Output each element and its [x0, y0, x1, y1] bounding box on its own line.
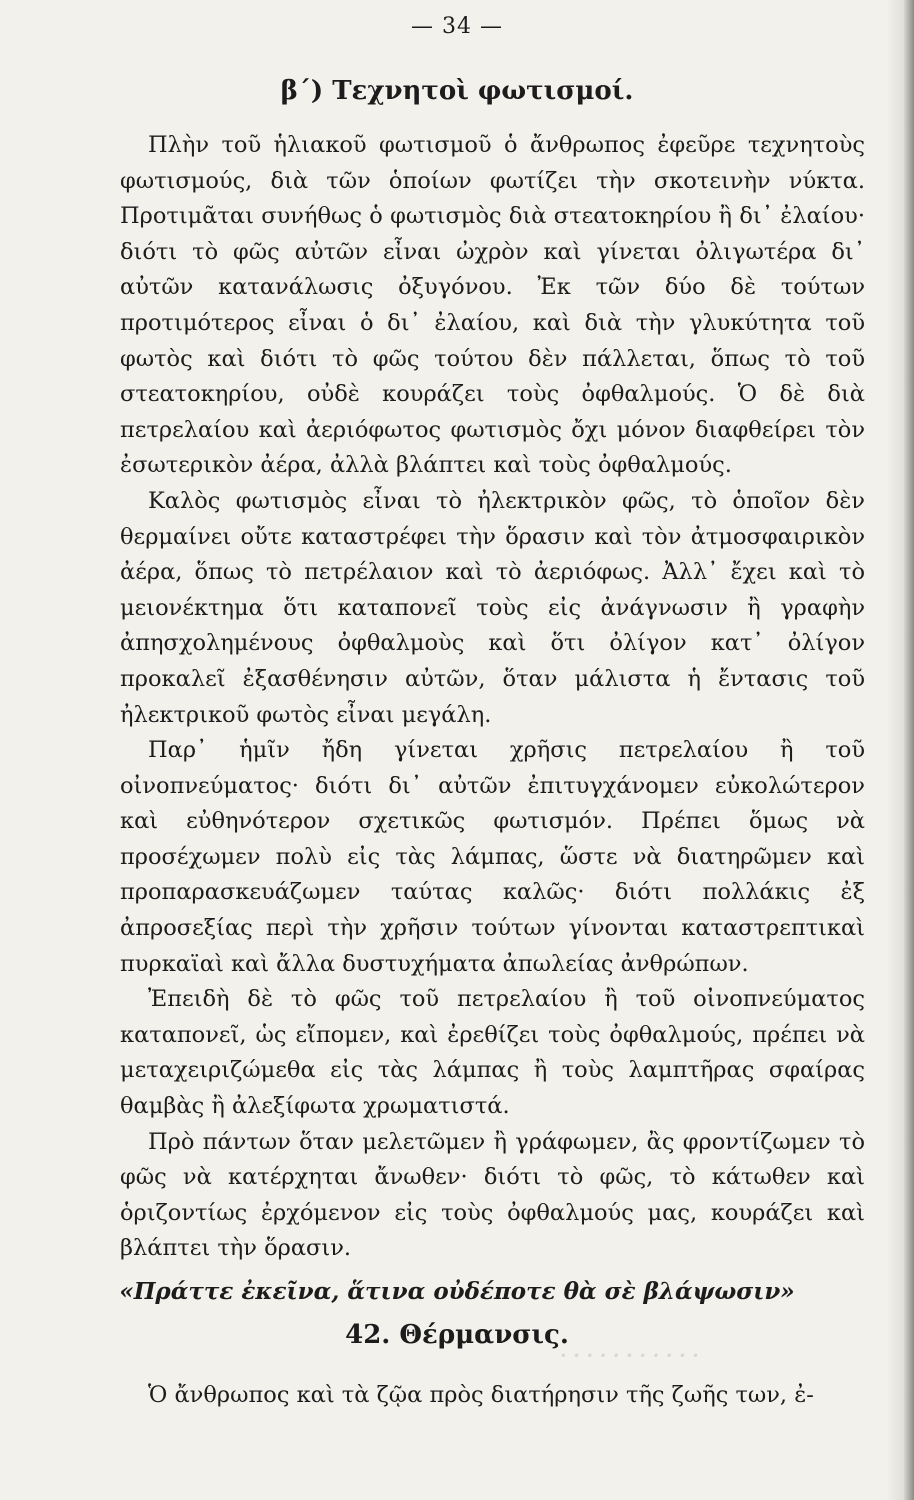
paragraph: Ἐπειδὴ δὲ τὸ φῶς τοῦ πετρελαίου ἢ τοῦ οἰνοπνεύματος καταπονεῖ, ὡς εἴπομεν, καὶ ἐρεθίζει τοὺς ὀφθαλμούς, πρέπει νὰ μεταχειριζώμεθα εἰς τὰς λάμπας ἢ τοὺς λαμπτῆρας σφαίρας θαμβὰς ἢ ἀλεξίφωτα χρωματιστά.: [120, 986, 865, 1120]
page-edge: [904, 0, 914, 1500]
paragraph: Παρ᾽ ἡμῖν ἤδη γίνεται χρῆσις πετρελαίου ἢ τοῦ οἰνοπνεύματος· διότι δι᾽ αὐτῶν ἐπιτυγχάνομεν εὐκολώτερον καὶ εὐθηνότερον σχετικῶς φωτισμόν. Πρέπει ὅμως νὰ προσέχωμεν πολὺ εἰς τὰς λάμπας, ὥστε νὰ διατηρῶμεν καὶ προπαρασκευάζωμεν ταύτας καλῶς· διότι πολλάκις ἐξ ἀπροσεξίας περὶ τὴν χρῆσιν τούτων γίνονται καταστρεπτικαὶ πυρκαϊαὶ καὶ ἄλλα δυστυχήματα ἀπωλείας ἀνθρώπων.: [120, 737, 865, 977]
motto: «Πράττε ἐκεῖνα, ἅτινα οὐδέποτε θὰ σὲ βλάψωσιν»: [119, 1278, 795, 1305]
page-number: — 34 —: [411, 14, 503, 39]
paragraph-start: Ὁ ἄνθρωπος καὶ τὰ ζῷα πρὸς διατήρησιν τῆς ζωῆς των, ἐ-: [148, 1382, 814, 1408]
paragraph: Καλὸς φωτισμὸς εἶναι τὸ ἠλεκτρικὸν φῶς, τὸ ὁποῖον δὲν θερμαίνει οὔτε καταστρέφει τὴν ὅρασιν καὶ τὸν ἀτμοσφαιρικὸν ἀέρα, ὅπως τὸ πετρέλαιον καὶ τὸ ἀεριόφως. Ἀλλ᾽ ἔχει καὶ τὸ μειονέκτημα ὅτι καταπονεῖ τοὺς εἰς ἀνάγνωσιν ἢ γραφὴν ἀπησχολημένους ὀφθαλμοὺς καὶ ὅτι ὀλίγον κατ᾽ ὀλίγον προκαλεῖ ἐξασθένησιν αὐτῶν, ὅταν μάλιστα ἡ ἔντασις τοῦ ἠλεκτρικοῦ φωτὸς εἶναι μεγάλη.: [120, 487, 865, 728]
paragraph: Πλὴν τοῦ ἡλιακοῦ φωτισμοῦ ὁ ἄνθρωπος ἐφεῦρε τεχνητοὺς φωτισμούς, διὰ τῶν ὁποίων φωτίζει τὴν σκοτεινὴν νύκτα. Προτιμᾶται συνήθως ὁ φωτισμὸς διὰ στεατοκηρίου ἢ δι᾽ ἐλαίου· διότι τὸ φῶς αὐτῶν εἶναι ὠχρὸν καὶ γίνεται ὀλιγωτέρα δι᾽ αὐτῶν κατανάλωσις ὀξυγόνου. Ἐκ τῶν δύο δὲ τούτων προτιμότερος εἶναι ὁ δι᾽ ἐλαίου, καὶ διὰ τὴν γλυκύτητα τοῦ φωτὸς καὶ διότι τὸ φῶς τούτου δὲν πάλλεται, ὅπως τὸ τοῦ στεατοκηρίου, οὐδὲ κουράζει τοὺς ὀφθαλμούς. Ὁ δὲ διὰ πετρελαίου καὶ ἀεριόφωτος φωτισμὸς ὄχι μόνον διαφθείρει τὸν ἐσωτερικὸν ἀέρα, ἀλλὰ βλάπτει καὶ τοὺς ὀφθαλμούς.: [120, 132, 865, 479]
body-text: [120, 128, 865, 1267]
paragraph: Πρὸ πάντων ὅταν μελετῶμεν ἢ γράφωμεν, ἂς φροντίζωμεν τὸ φῶς νὰ κατέρχηται ἄνωθεν· διότι τὸ φῶς, τὸ κάτωθεν καὶ ὁριζοντίως ἐρχόμενον εἰς τοὺς ὀφθαλμούς μας, κουράζει καὶ βλάπτει τὴν ὅρασιν.: [120, 1128, 865, 1262]
page-gutter-shadow: [886, 0, 904, 1500]
section-subheading: 42. Θέρμανσις.: [345, 1320, 569, 1350]
section-heading: β΄) Τεχνητοὶ φωτισμοί.: [280, 76, 634, 106]
bleed-through-text: · · · · · · · · · · ·: [560, 1345, 699, 1367]
